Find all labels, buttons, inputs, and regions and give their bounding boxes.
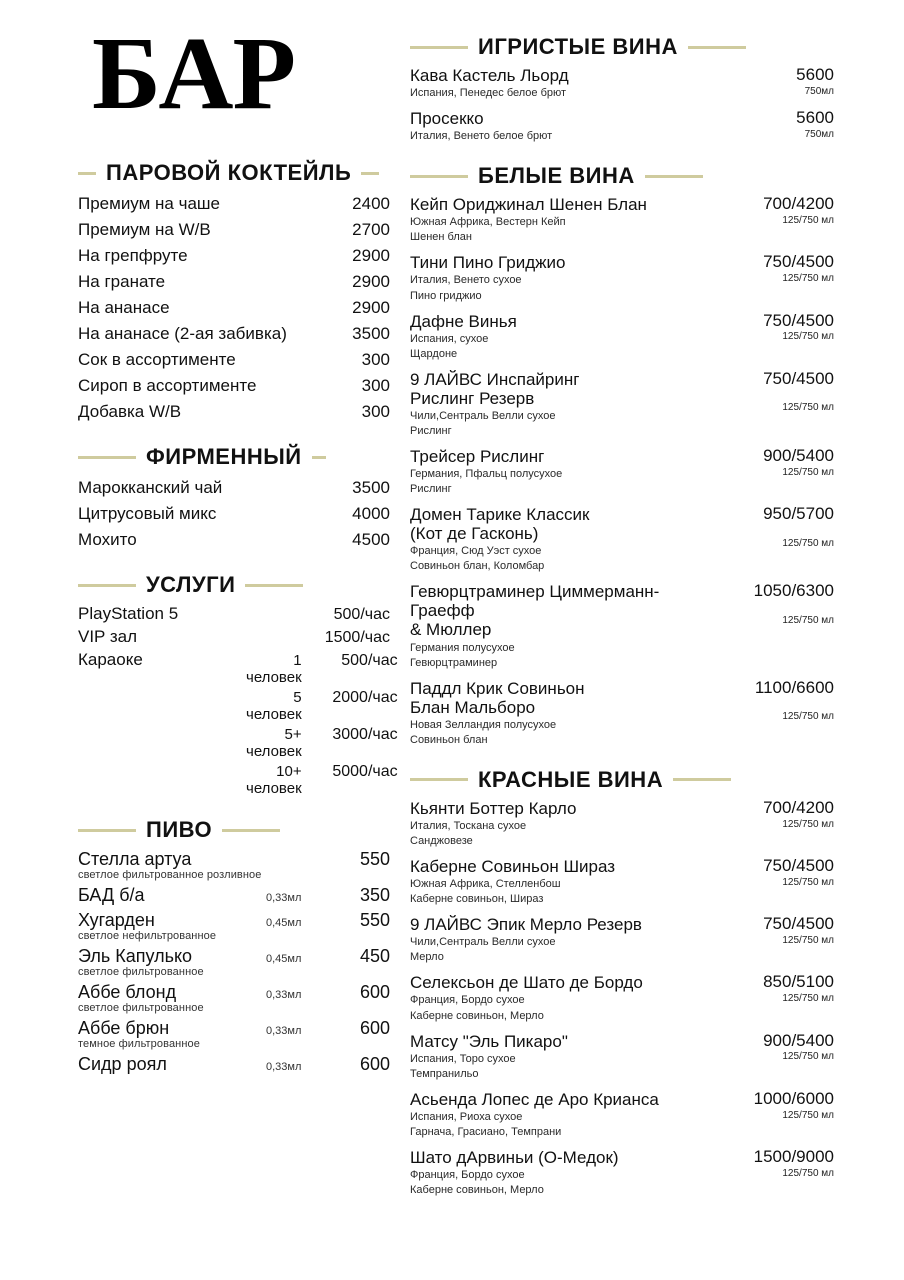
- wine-item: [410, 1032, 834, 1081]
- item-name: Премиум на W/B: [78, 220, 211, 239]
- wine-grape: Темпранильо: [410, 1067, 479, 1080]
- wine-serving-size: 125/750 мл: [782, 273, 834, 285]
- wine-grape: Мерло: [410, 951, 444, 964]
- wine-price-block: [714, 195, 834, 226]
- beer-name: Аббе брюн: [78, 1018, 170, 1038]
- wine-price-block: [714, 253, 834, 284]
- section-header-sparkling: [410, 34, 834, 60]
- beer-volume: 0,33мл: [266, 892, 302, 904]
- wine-info: [410, 1032, 714, 1081]
- wine-item: [410, 582, 834, 669]
- wine-info: [410, 1090, 714, 1139]
- section-title: КРАСНЫЕ ВИНА: [478, 766, 664, 792]
- wine-price: 1000/6000: [753, 1088, 834, 1108]
- wine-name: 9 ЛАЙВС Эпик Мерло Резерв: [410, 915, 642, 935]
- menu-row: [78, 400, 390, 424]
- wine-price-block: [714, 799, 834, 830]
- signature-list: [78, 476, 390, 552]
- service-name: Караоке: [78, 650, 143, 669]
- beer-name: Аббе блонд: [78, 982, 177, 1002]
- wine-price-block: [714, 857, 834, 888]
- wine-serving-size: 125/750 мл: [782, 331, 834, 343]
- wine-info: [410, 1148, 714, 1197]
- menu-row: [78, 348, 390, 372]
- section-red-wines: [410, 767, 834, 1197]
- wine-serving-size: 125/750 мл: [782, 934, 834, 946]
- wine-name: Асьенда Лопес де Аро Крианса: [410, 1089, 659, 1109]
- menu-row: [78, 244, 390, 268]
- section-beer: [78, 817, 390, 1075]
- sparkling-wine-list: [410, 66, 834, 143]
- wine-serving-size: 125/750 мл: [782, 1051, 834, 1063]
- wine-info: [410, 253, 714, 302]
- wine-serving-size: 125/750 мл: [782, 402, 834, 414]
- wine-price: 700/4200: [763, 797, 834, 817]
- item-name: Мохито: [78, 530, 137, 549]
- beer-main-line: [78, 946, 390, 967]
- beer-main-line: [78, 910, 390, 931]
- wine-serving-size: 125/750 мл: [782, 214, 834, 226]
- rule-left-icon: [78, 456, 136, 459]
- item-price: 300: [361, 350, 390, 369]
- item-price: 4500: [352, 530, 390, 549]
- wine-info: [410, 447, 714, 496]
- wine-price: 750/4500: [763, 310, 834, 330]
- service-row: [78, 763, 398, 797]
- wine-origin: Франция, Бордо сухое: [410, 994, 525, 1007]
- wine-price-block: [714, 1148, 834, 1179]
- service-row: [78, 726, 398, 760]
- beer-volume: 0,45мл: [266, 917, 302, 929]
- wine-name: & Мюллер: [410, 620, 492, 640]
- service-quantity: 5 человек: [246, 689, 302, 723]
- service-name: VIP зал: [78, 627, 137, 646]
- wine-price: 1050/6300: [753, 581, 834, 601]
- left-column: [0, 0, 404, 1280]
- service-price: 2000/час: [332, 689, 398, 706]
- beer-volume: 0,33мл: [266, 1061, 302, 1073]
- wine-price-block: [714, 447, 834, 478]
- section-title: БЕЛЫЕ ВИНА: [478, 163, 635, 189]
- wine-origin: Испания, сухое: [410, 332, 489, 345]
- item-name: Сироп в ассортименте: [78, 376, 257, 395]
- wine-item: [410, 370, 834, 438]
- wine-grape: Пино гриджио: [410, 289, 482, 302]
- wine-item: [410, 915, 834, 964]
- wine-origin: Франция, Сюд Уэст сухое: [410, 545, 542, 558]
- beer-item: [78, 885, 390, 906]
- rule-right-icon: [673, 778, 731, 781]
- beer-volume: 0,33мл: [266, 1025, 302, 1037]
- item-price: 2700: [352, 220, 390, 239]
- beer-price: 600: [359, 1018, 390, 1038]
- wine-origin: Испания, Риоха сухое: [410, 1110, 523, 1123]
- wine-name: Домен Тарике Классик: [410, 505, 590, 525]
- item-name: На ананасе: [78, 298, 170, 317]
- wine-grape: Совиньон блан: [410, 733, 488, 746]
- service-price: 500/час: [333, 606, 390, 623]
- wine-grape: Гевюрцтраминер: [410, 656, 498, 669]
- wine-info: [410, 312, 714, 361]
- wine-price: 750/4500: [763, 368, 834, 388]
- rule-left-icon: [78, 829, 136, 832]
- item-price: 3500: [352, 324, 390, 343]
- section-title: ПАРОВОЙ КОКТЕЙЛЬ: [106, 160, 352, 185]
- section-title: ФИРМЕННЫЙ: [146, 444, 302, 469]
- wine-info: [410, 915, 714, 964]
- menu-row: [78, 502, 390, 526]
- menu-row: [78, 270, 390, 294]
- wine-origin: Новая Зелландия полусухое: [410, 718, 557, 731]
- wine-price: 750/4500: [763, 252, 834, 272]
- red-wine-list: [410, 799, 834, 1197]
- wine-serving-size: 750мл: [804, 85, 834, 97]
- item-price: 300: [361, 376, 390, 395]
- section-header-beer: [78, 817, 390, 843]
- section-signature: [78, 444, 390, 552]
- rule-left-icon: [78, 172, 96, 175]
- wine-origin: Южная Африка, Вестерн Кейп: [410, 216, 566, 229]
- wine-name: Селексьон де Шато де Бордо: [410, 973, 643, 993]
- beer-price: 600: [359, 982, 390, 1002]
- wine-origin: Испания, Торо сухое: [410, 1052, 516, 1065]
- menu-row: [78, 296, 390, 320]
- wine-info: [410, 370, 714, 438]
- wine-item: [410, 109, 834, 143]
- service-price: 3000/час: [332, 726, 398, 743]
- wine-grape: Рислинг: [410, 483, 452, 496]
- wine-serving-size: 125/750 мл: [782, 711, 834, 723]
- wine-price-block: [714, 582, 834, 626]
- item-name: На гранате: [78, 272, 166, 291]
- wine-serving-size: 125/750 мл: [782, 537, 834, 549]
- rule-left-icon: [410, 46, 468, 49]
- beer-description: темное фильтрованное: [78, 1038, 200, 1050]
- item-name: Цитрусовый микс: [78, 504, 217, 523]
- beer-volume: 0,33мл: [266, 989, 302, 1001]
- item-price: 4000: [352, 504, 390, 523]
- rule-right-icon: [245, 584, 303, 587]
- section-header-services: [78, 572, 390, 598]
- beer-name: Хугарден: [78, 910, 155, 930]
- wine-name: Рислинг Резерв: [410, 388, 535, 408]
- section-title: УСЛУГИ: [146, 572, 236, 597]
- section-header-signature: [78, 444, 390, 470]
- wine-serving-size: 750мл: [804, 128, 834, 140]
- menu-row: [78, 374, 390, 398]
- steam-cocktail-list: [78, 192, 390, 424]
- wine-item: [410, 447, 834, 496]
- wine-grape: Рислинг: [410, 424, 452, 437]
- beer-price: 550: [359, 910, 390, 930]
- beer-price: 350: [359, 885, 390, 905]
- wine-item: [410, 505, 834, 573]
- service-row: [78, 650, 398, 686]
- wine-price-block: [714, 1090, 834, 1121]
- section-header-white: [410, 163, 834, 189]
- item-price: 2900: [352, 272, 390, 291]
- wine-name: Дафне Винья: [410, 311, 517, 331]
- wine-info: [410, 799, 714, 848]
- service-quantity: 5+ человек: [246, 726, 302, 760]
- rule-right-icon: [688, 46, 746, 49]
- beer-name: БАД б/а: [78, 885, 145, 905]
- wine-name: Шато дАрвиньи (О-Медок): [410, 1148, 619, 1167]
- section-title: ИГРИСТЫЕ ВИНА: [478, 34, 678, 59]
- wine-item: [410, 973, 834, 1022]
- beer-main-line: [78, 849, 390, 870]
- wine-name: Просекко: [410, 109, 484, 129]
- wine-name: Гевюрцтраминер Циммерманн-Граефф: [410, 582, 660, 621]
- wine-name: Кава Кастель Льорд: [410, 66, 569, 85]
- rule-right-icon: [312, 456, 326, 459]
- wine-price-block: [714, 370, 834, 414]
- beer-item: [78, 946, 390, 978]
- section-services: [78, 572, 398, 797]
- wine-serving-size: 125/750 мл: [782, 615, 834, 627]
- item-name: Марокканский чай: [78, 478, 223, 497]
- wine-price-block: [714, 66, 834, 97]
- wine-info: [410, 109, 714, 143]
- rule-left-icon: [410, 175, 468, 178]
- wine-origin: Италия, Венето сухое: [410, 274, 522, 287]
- beer-name: Эль Капулько: [78, 946, 193, 966]
- wine-name: Тини Пино Гриджио: [410, 253, 566, 273]
- service-quantity: 10+ человек: [246, 763, 302, 797]
- beer-main-line: [78, 885, 390, 906]
- wine-origin: Италия, Тоскана сухое: [410, 819, 527, 832]
- wine-grape: Каберне совиньон, Мерло: [410, 1184, 544, 1197]
- wine-info: [410, 66, 714, 100]
- wine-item: [410, 312, 834, 361]
- wine-name: Каберне Совиньон Шираз: [410, 857, 616, 877]
- beer-main-line: [78, 982, 390, 1003]
- rule-right-icon: [361, 172, 379, 175]
- wine-grape: Санджовезе: [410, 834, 473, 847]
- service-name: PlayStation 5: [78, 604, 179, 623]
- wine-serving-size: 125/750 мл: [782, 1167, 834, 1179]
- service-quantity: 1 человек: [246, 652, 302, 686]
- wine-serving-size: 125/750 мл: [782, 1109, 834, 1121]
- item-name: На грепфруте: [78, 246, 188, 265]
- wine-price-block: [714, 1032, 834, 1063]
- wine-info: [410, 973, 714, 1022]
- wine-item: [410, 66, 834, 100]
- item-price: 3500: [352, 478, 390, 497]
- rule-left-icon: [78, 584, 136, 587]
- beer-description: светлое нефильтрованное: [78, 930, 217, 942]
- menu-row: [78, 218, 390, 242]
- service-price: 5000/час: [332, 763, 398, 780]
- item-price: 300: [361, 402, 390, 421]
- service-row: [78, 627, 390, 647]
- wine-serving-size: 125/750 мл: [782, 876, 834, 888]
- wine-origin: Германия полусухое: [410, 641, 515, 654]
- section-white-wines: [410, 163, 834, 747]
- rule-right-icon: [645, 175, 703, 178]
- service-row: [78, 604, 390, 624]
- wine-info: [410, 679, 714, 747]
- wine-grape: Совиньон блан, Коломбар: [410, 560, 545, 573]
- wine-item: [410, 679, 834, 747]
- item-name: Премиум на чаше: [78, 194, 221, 213]
- wine-origin: Испания, Пенедес белое брют: [410, 87, 567, 100]
- wine-item: [410, 799, 834, 848]
- wine-price-block: [714, 973, 834, 1004]
- wine-name: 9 ЛАЙВС Инспайринг: [410, 369, 580, 389]
- wine-price: 900/5400: [763, 446, 834, 465]
- section-header-steam-cocktail: [78, 160, 390, 186]
- wine-serving-size: 125/750 мл: [782, 818, 834, 830]
- wine-name: Блан Мальборо: [410, 697, 536, 717]
- section-sparkling-wines: [410, 34, 834, 143]
- wine-info: [410, 505, 714, 573]
- white-wine-list: [410, 195, 834, 747]
- wine-name: Кьянти Боттер Карло: [410, 798, 577, 818]
- wine-grape: Шенен блан: [410, 231, 472, 244]
- wine-item: [410, 195, 834, 244]
- wine-item: [410, 253, 834, 302]
- wine-origin: Италия, Венето белое брют: [410, 130, 553, 143]
- section-title: ПИВО: [146, 817, 213, 842]
- beer-price: 450: [359, 946, 390, 966]
- wine-name: Паддл Крик Совиньон: [410, 678, 585, 698]
- services-list: [78, 604, 398, 797]
- wine-price-block: [714, 505, 834, 549]
- beer-description: светлое фильтрованное розливное: [78, 869, 262, 881]
- beer-price: 550: [359, 849, 390, 869]
- rule-left-icon: [410, 778, 468, 781]
- section-header-red: [410, 767, 834, 793]
- beer-description: светлое фильтрованное: [78, 966, 204, 978]
- wine-item: [410, 1090, 834, 1139]
- item-name: На ананасе (2-ая забивка): [78, 324, 287, 343]
- wine-price: 1500/9000: [753, 1147, 834, 1166]
- wine-origin: Франция, Бордо сухое: [410, 1169, 525, 1182]
- wine-price-block: [714, 109, 834, 140]
- page-title: БАР: [92, 16, 296, 131]
- wine-price: 5600: [796, 65, 834, 84]
- wine-origin: Германия, Пфальц полусухое: [410, 468, 563, 481]
- wine-price-block: [714, 915, 834, 946]
- wine-origin: Южная Африка, Стелленбош: [410, 878, 561, 891]
- wine-grape: Каберне совиньон, Шираз: [410, 893, 544, 906]
- menu-row: [78, 476, 390, 500]
- menu-row: [78, 322, 390, 346]
- item-price: 2900: [352, 246, 390, 265]
- service-row: [78, 689, 398, 723]
- item-price: 2400: [352, 194, 390, 213]
- service-price: 500/час: [341, 652, 398, 669]
- wine-item: [410, 1148, 834, 1197]
- wine-name: Кейп Ориджинал Шенен Блан: [410, 195, 647, 215]
- beer-name: Сидр роял: [78, 1054, 167, 1074]
- wine-price-block: [714, 312, 834, 343]
- menu-row: [78, 528, 390, 552]
- wine-name: (Кот де Гасконь): [410, 524, 539, 544]
- wine-origin: Чили,Сентраль Велли сухое: [410, 936, 556, 949]
- wine-price: 850/5100: [763, 972, 834, 992]
- wine-price: 750/4500: [763, 856, 834, 876]
- wine-info: [410, 195, 714, 244]
- rule-right-icon: [222, 829, 280, 832]
- wine-serving-size: 125/750 мл: [782, 993, 834, 1005]
- beer-item: [78, 910, 390, 942]
- right-column: [404, 0, 904, 1280]
- beer-item: [78, 1054, 390, 1075]
- service-price: 1500/час: [324, 629, 390, 646]
- wine-info: [410, 857, 714, 906]
- wine-price-block: [714, 679, 834, 723]
- wine-price: 700/4200: [763, 194, 834, 214]
- wine-grape: Гарнача, Грасиано, Темпрани: [410, 1125, 562, 1138]
- section-steam-cocktail: [78, 160, 390, 424]
- beer-item: [78, 1018, 390, 1050]
- wine-origin: Чили,Сентраль Велли сухое: [410, 409, 556, 422]
- beer-name: Стелла артуа: [78, 849, 192, 869]
- wine-grape: Каберне совиньон, Мерло: [410, 1009, 544, 1022]
- wine-price: 950/5700: [763, 504, 834, 524]
- beer-main-line: [78, 1018, 390, 1039]
- wine-serving-size: 125/750 мл: [782, 466, 834, 478]
- beer-list: [78, 849, 390, 1075]
- menu-row: [78, 192, 390, 216]
- beer-item: [78, 982, 390, 1014]
- beer-volume: 0,45мл: [266, 953, 302, 965]
- wine-item: [410, 857, 834, 906]
- wine-grape: Щардоне: [410, 347, 458, 360]
- beer-description: светлое фильтрованное: [78, 1002, 204, 1014]
- wine-price: 750/4500: [763, 914, 834, 934]
- beer-item: [78, 849, 390, 881]
- wine-price: 900/5400: [763, 1030, 834, 1050]
- wine-price: 1100/6600: [754, 677, 834, 697]
- beer-price: 600: [359, 1054, 390, 1074]
- beer-main-line: [78, 1054, 390, 1075]
- wine-name: Трейсер Рислинг: [410, 447, 545, 466]
- wine-info: [410, 582, 714, 669]
- wine-name: Матсу "Эль Пикаро": [410, 1031, 568, 1051]
- wine-price: 5600: [796, 108, 834, 128]
- item-price: 2900: [352, 298, 390, 317]
- item-name: Добавка W/B: [78, 402, 182, 421]
- item-name: Сок в ассортименте: [78, 350, 236, 369]
